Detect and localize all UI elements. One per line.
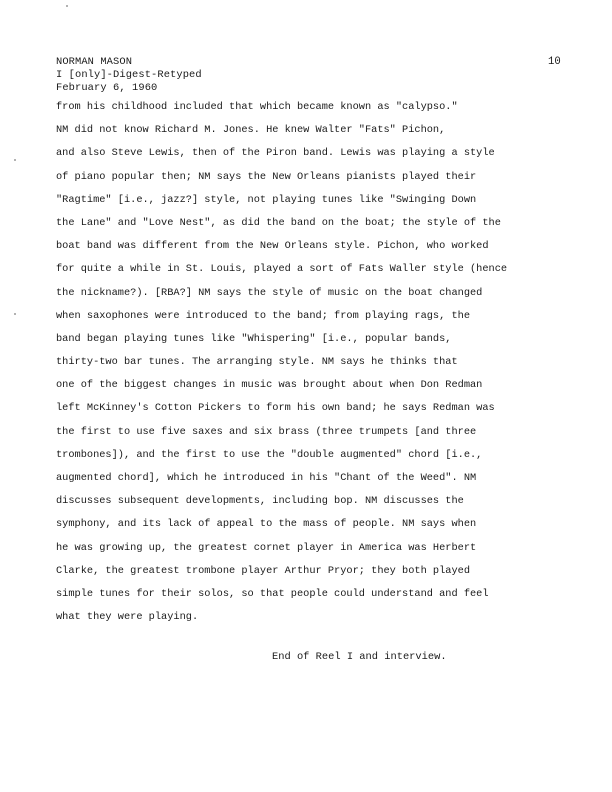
transcript-line: NM did not know Richard M. Jones. He knew Walter "Fats" Pichon, [56,124,446,137]
interviewee-name: NORMAN MASON [56,56,133,68]
transcript-line: when saxophones were introduced to the band; from playing rags, the [56,309,471,322]
transcript-line: the nickname?). [RBA?] NM says the style of music on the boat changed [56,286,483,299]
transcript-line: discusses subsequent developments, including bop. NM discusses the [56,495,464,508]
transcript-line: one of the biggest changes in music was brought about when Don Redman [56,379,483,392]
scan-speck [14,313,16,315]
reel-label: I [only]-Digest-Retyped [56,69,202,81]
transcript-line: for quite a while in St. Louis, played a sort of Fats Waller style (hence [56,263,508,276]
transcript-line: he was growing up, the greatest cornet player in America was Herbert [56,541,477,554]
transcript-line: augmented chord], which he introduced in his "Chant of the Weed". NM [56,472,477,484]
transcript-line: band began playing tunes like "Whispering" [i.e., popular bands, [56,332,452,345]
transcript-line: the Lane" and "Love Nest", as did the band on the boat; the style of the [56,216,501,229]
scan-speck [14,159,16,161]
transcript-line: of piano popular then; NM says the New Orleans pianists played their [56,170,477,183]
end-of-interview-note: End of Reel I and interview. [272,651,447,663]
transcript-line: boat band was different from the New Orleans style. Pichon, who worked [56,240,489,253]
transcript-line: "Ragtime" [i.e., jazz?] style, not playing tunes like "Swinging Down [56,193,477,206]
transcript-line: simple tunes for their solos, so that people could understand and feel [56,587,489,600]
scan-speck [66,5,68,7]
transcript-line: and also Steve Lewis, then of the Piron band. Lewis was playing a style [56,147,495,160]
transcript-body [56,96,556,629]
transcript-line: thirty-two bar tunes. The arranging style. NM says he thinks that [56,356,458,369]
transcript-line: left McKinney's Cotton Pickers to form his own band; he says Redman was [56,402,495,415]
transcript-line: symphony, and its lack of appeal to the mass of people. NM says when [56,518,477,531]
transcript-line: Clarke, the greatest trombone player Arthur Pryor; they both played [56,564,471,577]
transcript-line: trombones]), and the first to use the "double augmented" chord [i.e., [56,448,483,461]
interview-date: February 6, 1960 [56,82,158,94]
document-header [56,56,202,95]
transcript-line: from his childhood included that which became known as "calypso." [56,101,458,113]
page-number: 10 [548,56,561,68]
transcript-line: what they were playing. [56,611,199,624]
transcript-line: the first to use five saxes and six brass (three trumpets [and three [56,425,477,438]
